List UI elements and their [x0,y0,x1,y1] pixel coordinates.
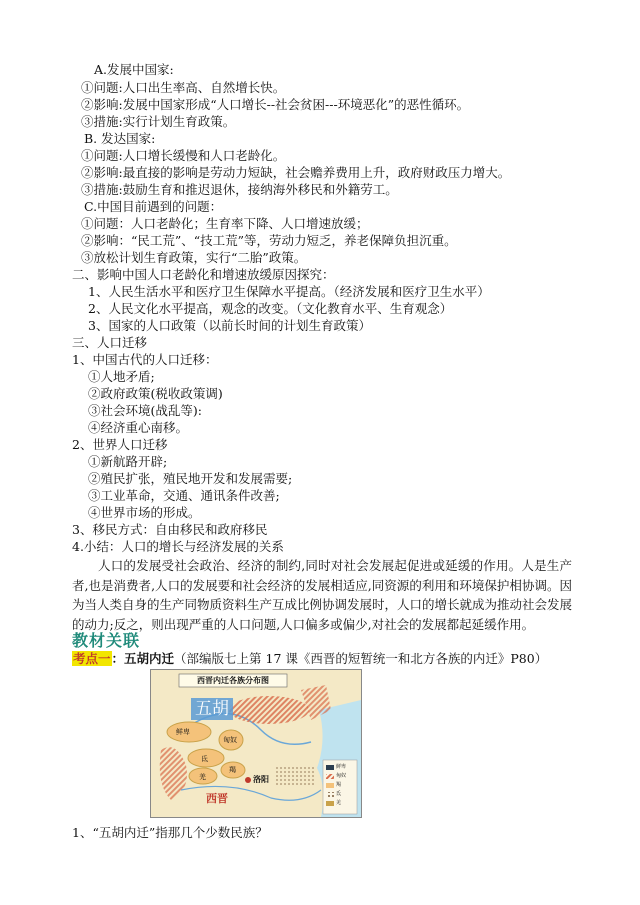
kaodian-colon: ： [111,651,125,666]
legend-swatch [326,792,334,797]
map-figure [150,669,362,818]
legend-labels [336,763,346,808]
legend-swatch [326,765,334,770]
text-line: 4.小结：人口的增长与经济发展的关系 [72,539,284,554]
tribe-label-qiang: 羌 [199,773,206,781]
region-label-xijin: 西晋 [206,792,228,805]
text-line: ④世界市场的形成。 [88,505,201,520]
kaodian-title: 五胡内迁 [124,651,175,666]
text-line: ②影响：“民工荒”、“技工荒”等，劳动力短乏，养老保障负担沉重。 [81,233,457,248]
text-line: ②政府政策(税收政策调) [88,386,223,401]
text-line: ①问题:人口增长缓慢和人口老龄化。 [81,148,286,163]
kaodian-source: （部编版七上第 17 课《西晋的短暂统一和北方各族的内迁》P80） [174,651,548,666]
tribe-label-di: 氐 [201,755,208,763]
text-line: ③社会环境(战乱等): [88,403,202,418]
text-line: A.发展中国家: [94,62,174,77]
text-line: ②影响:最直接的影响是劳动力短缺，社会赡养费用上升，政府财政压力增大。 [81,165,511,180]
luoyang-marker [245,777,251,783]
xianbei-zone [229,696,309,724]
hatched-zone [160,747,187,800]
text-line: 1、中国古代的人口迁移： [72,352,218,367]
tribe-label-xiongnu: 匈奴 [223,736,237,744]
text-line: C.中国目前遇到的问题： [84,199,223,214]
section-heading-line: 三、人口迁移 [72,335,148,350]
river-line [181,786,321,800]
kaodian-line [72,651,547,667]
map-title: 西晋内迁各族分布图 [197,675,269,685]
legend-label: 匈奴 [336,773,347,779]
tribe-label-jie: 羯 [229,766,236,774]
text-line: ①人地矛盾; [88,369,155,384]
text-line: 3、移民方式：自由移民和政府移民 [72,522,268,537]
text-line: ④经济重心南移。 [88,420,189,435]
legend-swatch [326,774,334,779]
legend-swatch [326,783,334,788]
legend-label: 羯 [336,782,342,788]
tribe-label-xianbei: 鲜卑 [176,728,190,736]
text-line: ①问题:人口出生率高、自然增长快。 [81,80,286,95]
text-line: ①新航路开辟; [88,454,168,469]
question-line: 1、“五胡内迁”指那几个少数民族？ [72,825,268,840]
text-line: B. 发达国家: [84,131,156,146]
wuhu-label: 五胡 [195,699,229,719]
legend-swatch [326,801,334,806]
legend-label: 羌 [336,800,342,806]
text-line: ②影响:发展中国家形成“人口增长--社会贫困---环境恶化”的恶性循环。 [81,97,470,112]
text-line: ③工业革命，交通、通讯条件改善; [88,488,280,503]
text-line: 3、国家的人口政策（以前长时间的计划生育政策） [88,318,371,333]
text-line: 2、世界人口迁移 [72,437,168,452]
text-line: 1、人民生活水平和医疗卫生保障水平提高。（经济发展和医疗卫生水平） [88,284,490,299]
legend-label: 鲜卑 [336,764,347,770]
text-line: ③措施:鼓励生育和推迟退休，接纳海外移民和外籍劳工。 [81,182,398,197]
text-line: ①问题：人口老龄化；生育率下降、人口增速放缓； [81,216,369,231]
section-title: 教材关联 [72,631,141,650]
text-line: ③放松计划生育政策，实行“二胎”政策。 [81,250,307,265]
text-line: 2、人民文化水平提高，观念的改变。（文化教育水平、生育观念） [88,301,453,316]
legend-label: 氐 [336,791,342,797]
kaodian-tag: 考点一 [73,651,111,666]
dotted-zone [276,766,316,786]
summary-paragraph: 人口的发展受社会政治、经济的制约,同时对社会发展起促进或延缓的作用。人是生产者,也是消费者,人口的发展要和社会经济的发展相适应,同资源的利用和环境保护相协调。因为当人类自身的生产同物质资料生产互成比例协调发展时，人口的增长就成为推动社会发展的动力;反之，则出现严重的人口问题,人口偏多或偏少,对社会的发展都起延缓作用。 [72,558,573,632]
section-heading-line: 二、影响中国人口老龄化和增速放缓原因探究： [72,267,335,282]
map-drawing [151,670,361,817]
text-line: ③措施:实行计划生育政策。 [81,114,236,129]
city-label-luoyang: 洛阳 [253,774,269,784]
text-line: ②殖民扩张，殖民地开发和发展需要; [88,471,293,486]
